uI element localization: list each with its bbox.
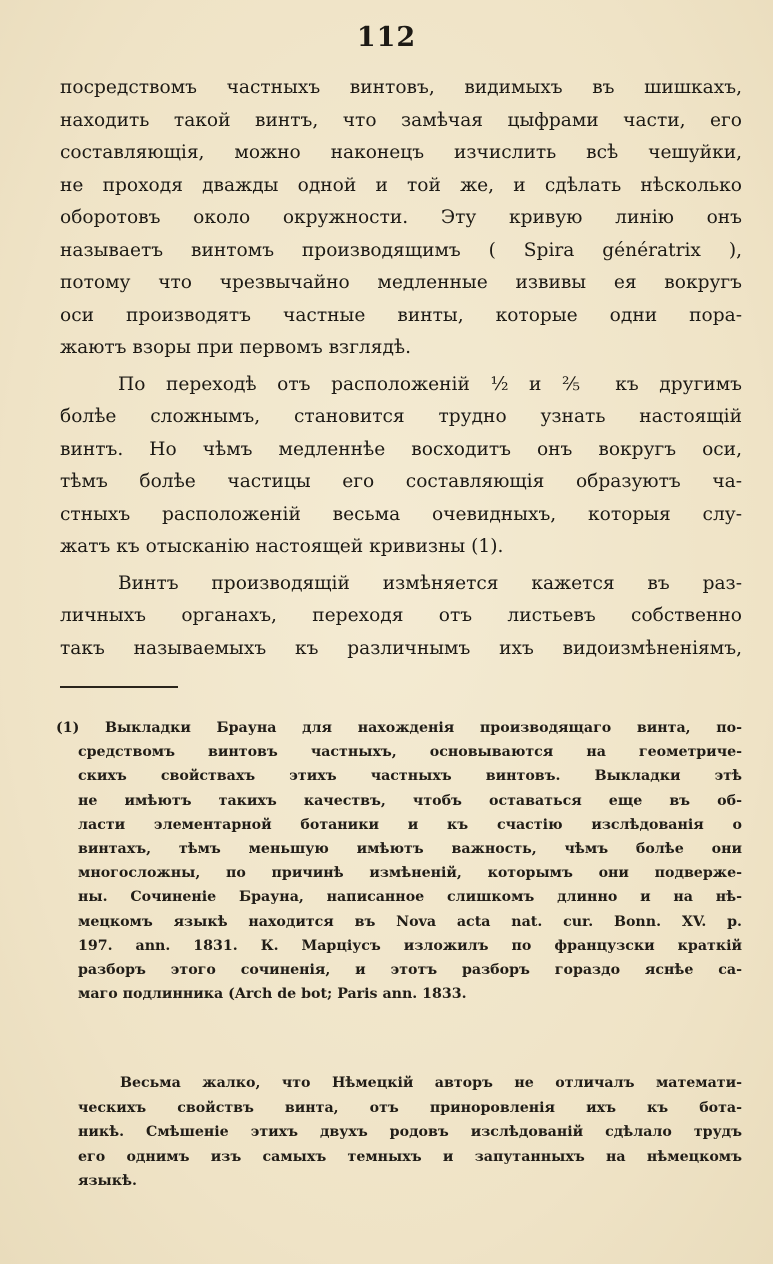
text-line: находить такой винтъ, что замѣчая цыфрами части, его (60, 109, 742, 131)
remark-line: языкѣ. (78, 1173, 137, 1190)
paragraph-1 (60, 72, 742, 365)
text-line: стныхъ расположеній весьма очевидныхъ, которыя слу- (60, 503, 742, 525)
text-line: винтъ. Но чѣмъ медленнѣе восходитъ онъ вокругъ оси, (60, 438, 742, 460)
footnote-line: не имѣютъ такихъ качествъ, чтобъ оставаться еще въ об- (78, 792, 742, 809)
footnote-line: многосложны, по причинѣ измѣненій, которымъ они подверже- (78, 865, 742, 882)
text-line: называетъ винтомъ производящимъ ( Spira génératrix ), (60, 239, 742, 261)
main-text (60, 72, 742, 665)
text-line: такъ называемыхъ къ различнымъ ихъ видоизмѣненіямъ, (60, 637, 742, 659)
text-line: жаютъ взоры при первомъ взглядѣ. (60, 337, 412, 358)
footnote-line: (1) Выкладки Брауна для нахожденія производящаго винта, по- (56, 720, 742, 736)
page-number: 112 (356, 22, 417, 53)
footnote-line: скихъ свойствахъ этихъ частныхъ винтовъ. Выкладки этѣ (78, 768, 742, 785)
text-line: личныхъ органахъ, переходя отъ листьевъ собственно (60, 605, 742, 626)
footnote-remark (78, 1071, 742, 1194)
text-line: составляющія, можно наконецъ изчислить всѣ чешуйки, (60, 142, 742, 163)
footnote-line: мецкомъ языкѣ находится въ Nova acta nat. cur. Bonn. XV. p. (78, 913, 742, 930)
footnote-line: разборъ этого сочиненія, и этотъ разборъ гораздо яснѣе са- (78, 962, 742, 979)
footnote-line: винтахъ, тѣмъ меньшую имѣютъ важность, чѣмъ болѣе они (78, 841, 742, 858)
text-line: болѣе сложнымъ, становится трудно узнать настоящій (60, 406, 742, 427)
text-line: тѣмъ болѣе частицы его составляющія образуютъ ча- (60, 471, 742, 492)
text-line: оси производятъ частные винты, которые одни пора- (60, 304, 742, 326)
text-line: По переходѣ отъ расположеній ½ и ⅖ къ другимъ (118, 373, 742, 395)
text-line: потому что чрезвычайно медленные извивы ея вокругъ (60, 272, 742, 293)
remark-line: никѣ. Смѣшеніе этихъ двухъ родовъ изслѣдованій сдѣлало трудъ (78, 1124, 742, 1141)
footnote-line: ны. Сочиненіе Брауна, написанное слишкомъ длинно и на нѣ- (78, 889, 742, 906)
paragraph-3 (60, 568, 742, 666)
footnote (56, 716, 742, 1006)
text-line: посредствомъ частныхъ винтовъ, видимыхъ въ шишкахъ, (60, 77, 742, 98)
remark-line: его однимъ изъ самыхъ темныхъ и запутанныхъ на нѣмецкомъ (78, 1148, 742, 1165)
footnote-line: средствомъ винтовъ частныхъ, основываются на геометриче- (78, 744, 742, 761)
text-line: не проходя дважды одной и той же, и сдѣлать нѣсколько (60, 174, 742, 196)
footnote-divider (60, 686, 178, 688)
footnote-line: 197. ann. 1831. К. Марціусъ изложилъ по французски краткій (78, 937, 742, 954)
paragraph-2 (60, 369, 742, 564)
text-line: Винтъ производящій измѣняется кажется въ раз- (118, 572, 742, 594)
footnote-line: ласти элементарной ботаники и къ счастію изслѣдованія о (78, 816, 742, 833)
text-line: оборотовъ около окружности. Эту кривую линію онъ (60, 207, 742, 228)
text-line: жатъ къ отысканію настоящей кривизны (1). (60, 536, 504, 557)
footnote-line: маго подлинника (Arch de bot; Paris ann. 1833. (78, 986, 467, 1003)
remark-line: ческихъ свойствъ винта, отъ приноровленія ихъ къ бота- (78, 1099, 742, 1116)
remark-line: Весьма жалко, что Нѣмецкій авторъ не отличалъ математи- (120, 1075, 742, 1091)
